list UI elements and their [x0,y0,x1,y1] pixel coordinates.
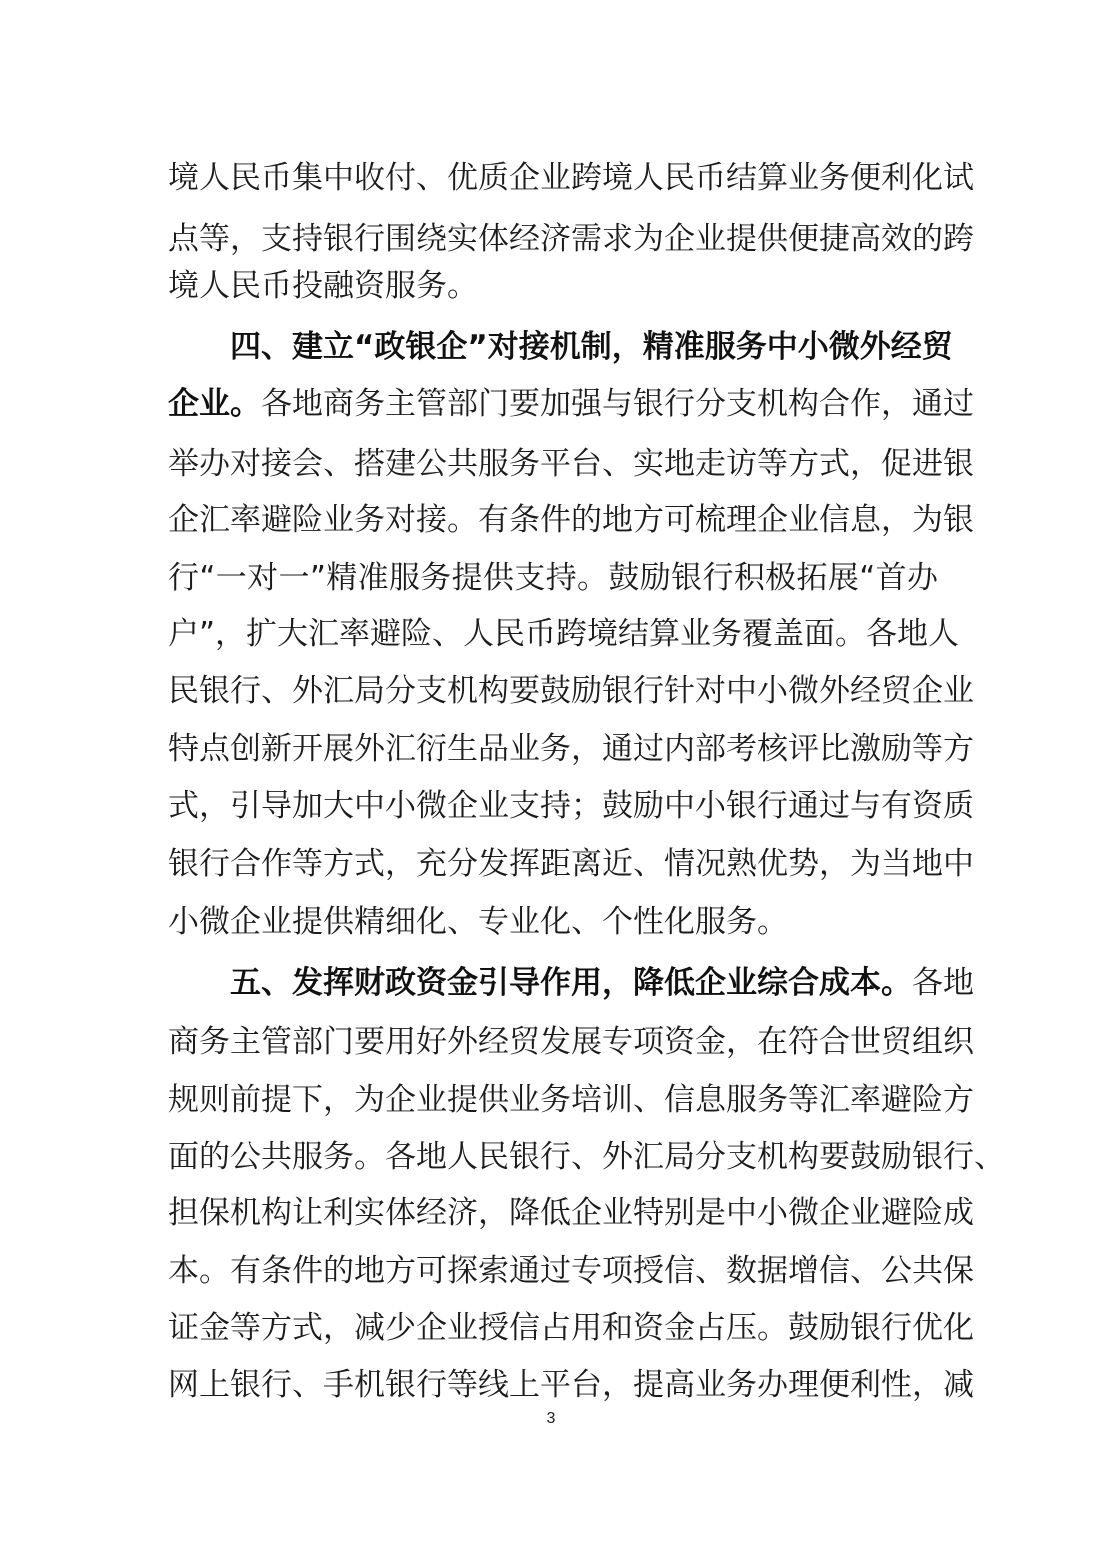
body-text-line: 担保机构让利实体经济，降低企业特别是中小微企业避险成 [168,1195,974,1231]
body-text-line: 境人民币投融资服务。 [168,268,478,304]
body-text-line: 点等，支持银行围绕实体经济需求为企业提供便捷高效的跨 [168,221,974,257]
body-text-line: 银行合作等方式，充分发挥距离近、情况熟优势，为当地中 [168,846,974,882]
body-text-line: 证金等方式，减少企业授信占用和资金占压。鼓励银行优化 [168,1310,974,1346]
body-text-line: 本。有条件的地方可探索通过专项授信、数据增信、公共保 [168,1253,974,1289]
body-text-line: 民银行、外汇局分支机构要鼓励银行针对中小微外经贸企业 [168,673,974,709]
page-number: 3 [546,1410,556,1427]
body-text-line: 行“一对一”精准服务提供支持。鼓励银行积极拓展“首办 [168,560,938,596]
body-text-line [230,953,974,1013]
body-text-line: 特点创新开展外汇衍生品业务，通过内部考核评比激励等方 [168,731,974,767]
body-text-span: 各地商务主管部门要加强与银行分支机构合作，通过 [261,386,974,422]
body-text-line [168,374,974,434]
section-heading-five: 五、发挥财政资金引导作用，降低企业综合成本。 [230,965,912,1001]
body-text-line: 规则前提下，为企业提供业务培训、信息服务等汇率避险方 [168,1082,974,1118]
body-text-line: 网上银行、手机银行等线上平台，提高业务办理便利性，减 [168,1367,974,1403]
section-heading-four-continued: 企业。 [168,386,261,422]
body-text-line: 小微企业提供精细化、专业化、个性化服务。 [168,904,788,940]
body-text-line: 户”，扩大汇率避险、人民币跨境结算业务覆盖面。各地人 [168,616,960,652]
body-text-line: 式，引导加大中小微企业支持；鼓励中小银行通过与有资质 [168,788,974,824]
section-heading-four: 四、建立“政银企”对接机制，精准服务中小微外经贸 [230,329,953,365]
body-text-line: 举办对接会、搭建公共服务平台、实地走访等方式，促进银 [168,446,974,482]
body-text-line: 面的公共服务。各地人民银行、外汇局分支机构要鼓励银行、 [168,1139,1005,1175]
body-text-line: 境人民币集中收付、优质企业跨境人民币结算业务便利化试 [168,160,974,196]
body-text-line: 企汇率避险业务对接。有条件的地方可梳理企业信息，为银 [168,502,974,538]
body-text-span: 各地 [912,965,974,1001]
body-text-line: 商务主管部门要用好外经贸发展专项资金，在符合世贸组织 [168,1024,974,1060]
